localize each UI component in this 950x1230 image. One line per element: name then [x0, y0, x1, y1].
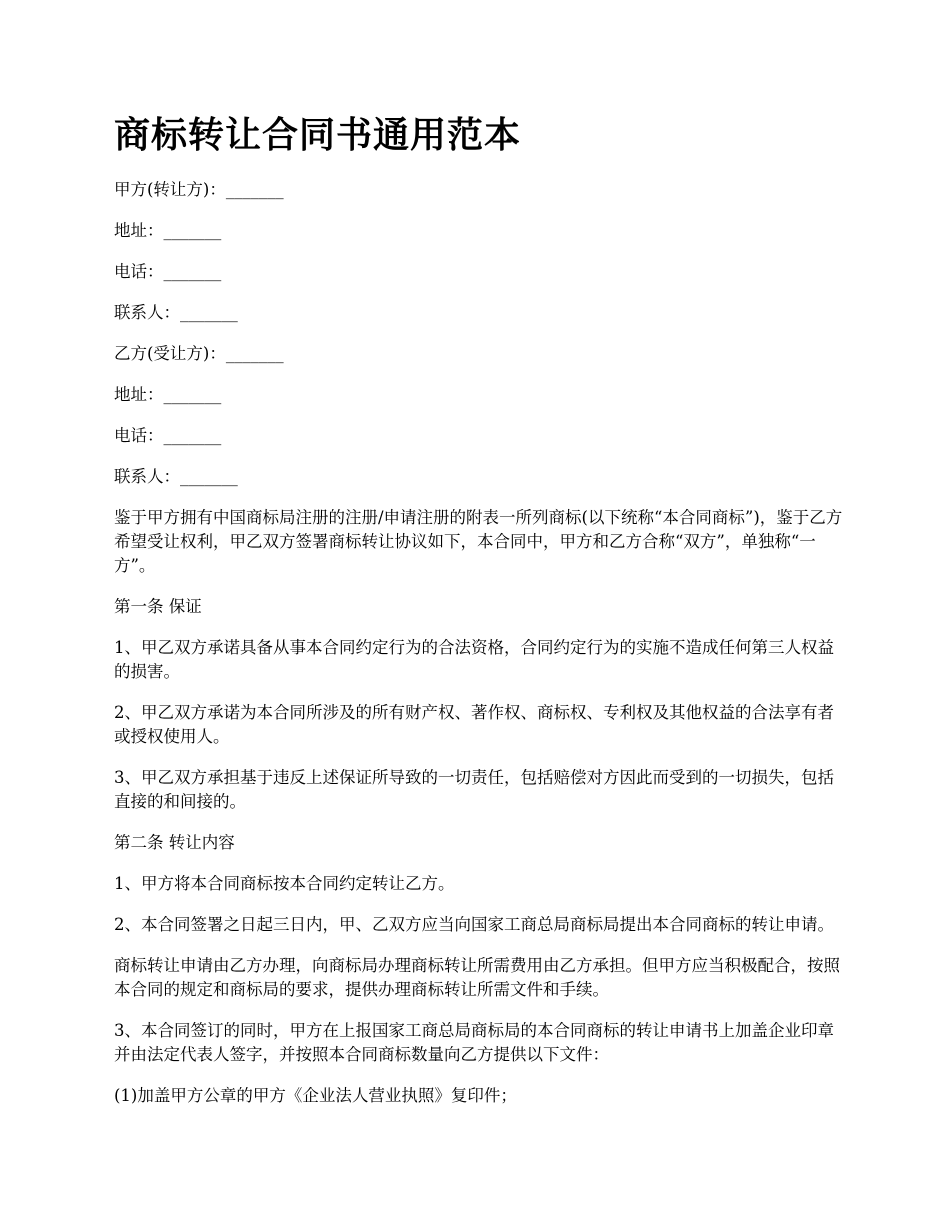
- party-a-name: 甲方(转让方)：_______: [114, 180, 284, 199]
- party-a-phone: 电话：_______: [114, 262, 222, 281]
- article-2-clause-3: 3、本合同签订的同时，甲方在上报国家工商总局商标局的本合同商标的转让申请书上加盖企业印章并由法定代表人签字，并按照本合同商标数量向乙方提供以下文件：: [114, 1021, 834, 1064]
- article-2-fee-paragraph: 商标转让申请由乙方办理，向商标局办理商标转让所需费用由乙方承担。但甲方应当积极配合，按照本合同的规定和商标局的要求，提供办理商标转让所需文件和手续。: [114, 956, 840, 999]
- article-2-clause-2: 2、本合同签署之日起三日内，甲、乙双方应当向国家工商总局商标局提出本合同商标的转让申请。: [114, 915, 834, 934]
- document-title: 商标转让合同书通用范本: [114, 115, 522, 156]
- article-1-heading: 第一条 保证: [114, 597, 202, 616]
- article-1-clause-1: 1、甲乙双方承诺具备从事本合同约定行为的合法资格，合同约定行为的实施不造成任何第三人权益的损害。: [114, 638, 834, 681]
- article-1-clause-3: 3、甲乙双方承担基于违反上述保证所导致的一切责任，包括赔偿对方因此而受到的一切损失，包括直接的和间接的。: [114, 768, 834, 811]
- party-b-phone: 电话：_______: [114, 426, 222, 445]
- party-a-contact: 联系人：_______: [114, 303, 238, 322]
- article-2-heading: 第二条 转让内容: [114, 833, 235, 852]
- article-1-clause-2: 2、甲乙双方承诺为本合同所涉及的所有财产权、著作权、商标权、专利权及其他权益的合法享有者或授权使用人。: [114, 703, 834, 746]
- party-a-address: 地址：_______: [114, 221, 222, 240]
- document-body: [114, 178, 844, 1108]
- article-2-clause-3-item-1: (1)加盖甲方公章的甲方《企业法人营业执照》复印件；: [114, 1086, 517, 1105]
- article-2-clause-1: 1、甲方将本合同商标按本合同约定转让乙方。: [114, 874, 455, 893]
- party-b-name: 乙方(受让方)：_______: [114, 344, 284, 363]
- preamble-paragraph: 鉴于甲方拥有中国商标局注册的注册/申请注册的附表一所列商标(以下统称“本合同商标”)，鉴于乙方希望受让权利，甲乙双方签署商标转让协议如下，本合同中，甲方和乙方合称“双方”，单独称“一方”。: [114, 508, 843, 575]
- party-b-address: 地址：_______: [114, 385, 222, 404]
- party-b-contact: 联系人：_______: [114, 467, 238, 486]
